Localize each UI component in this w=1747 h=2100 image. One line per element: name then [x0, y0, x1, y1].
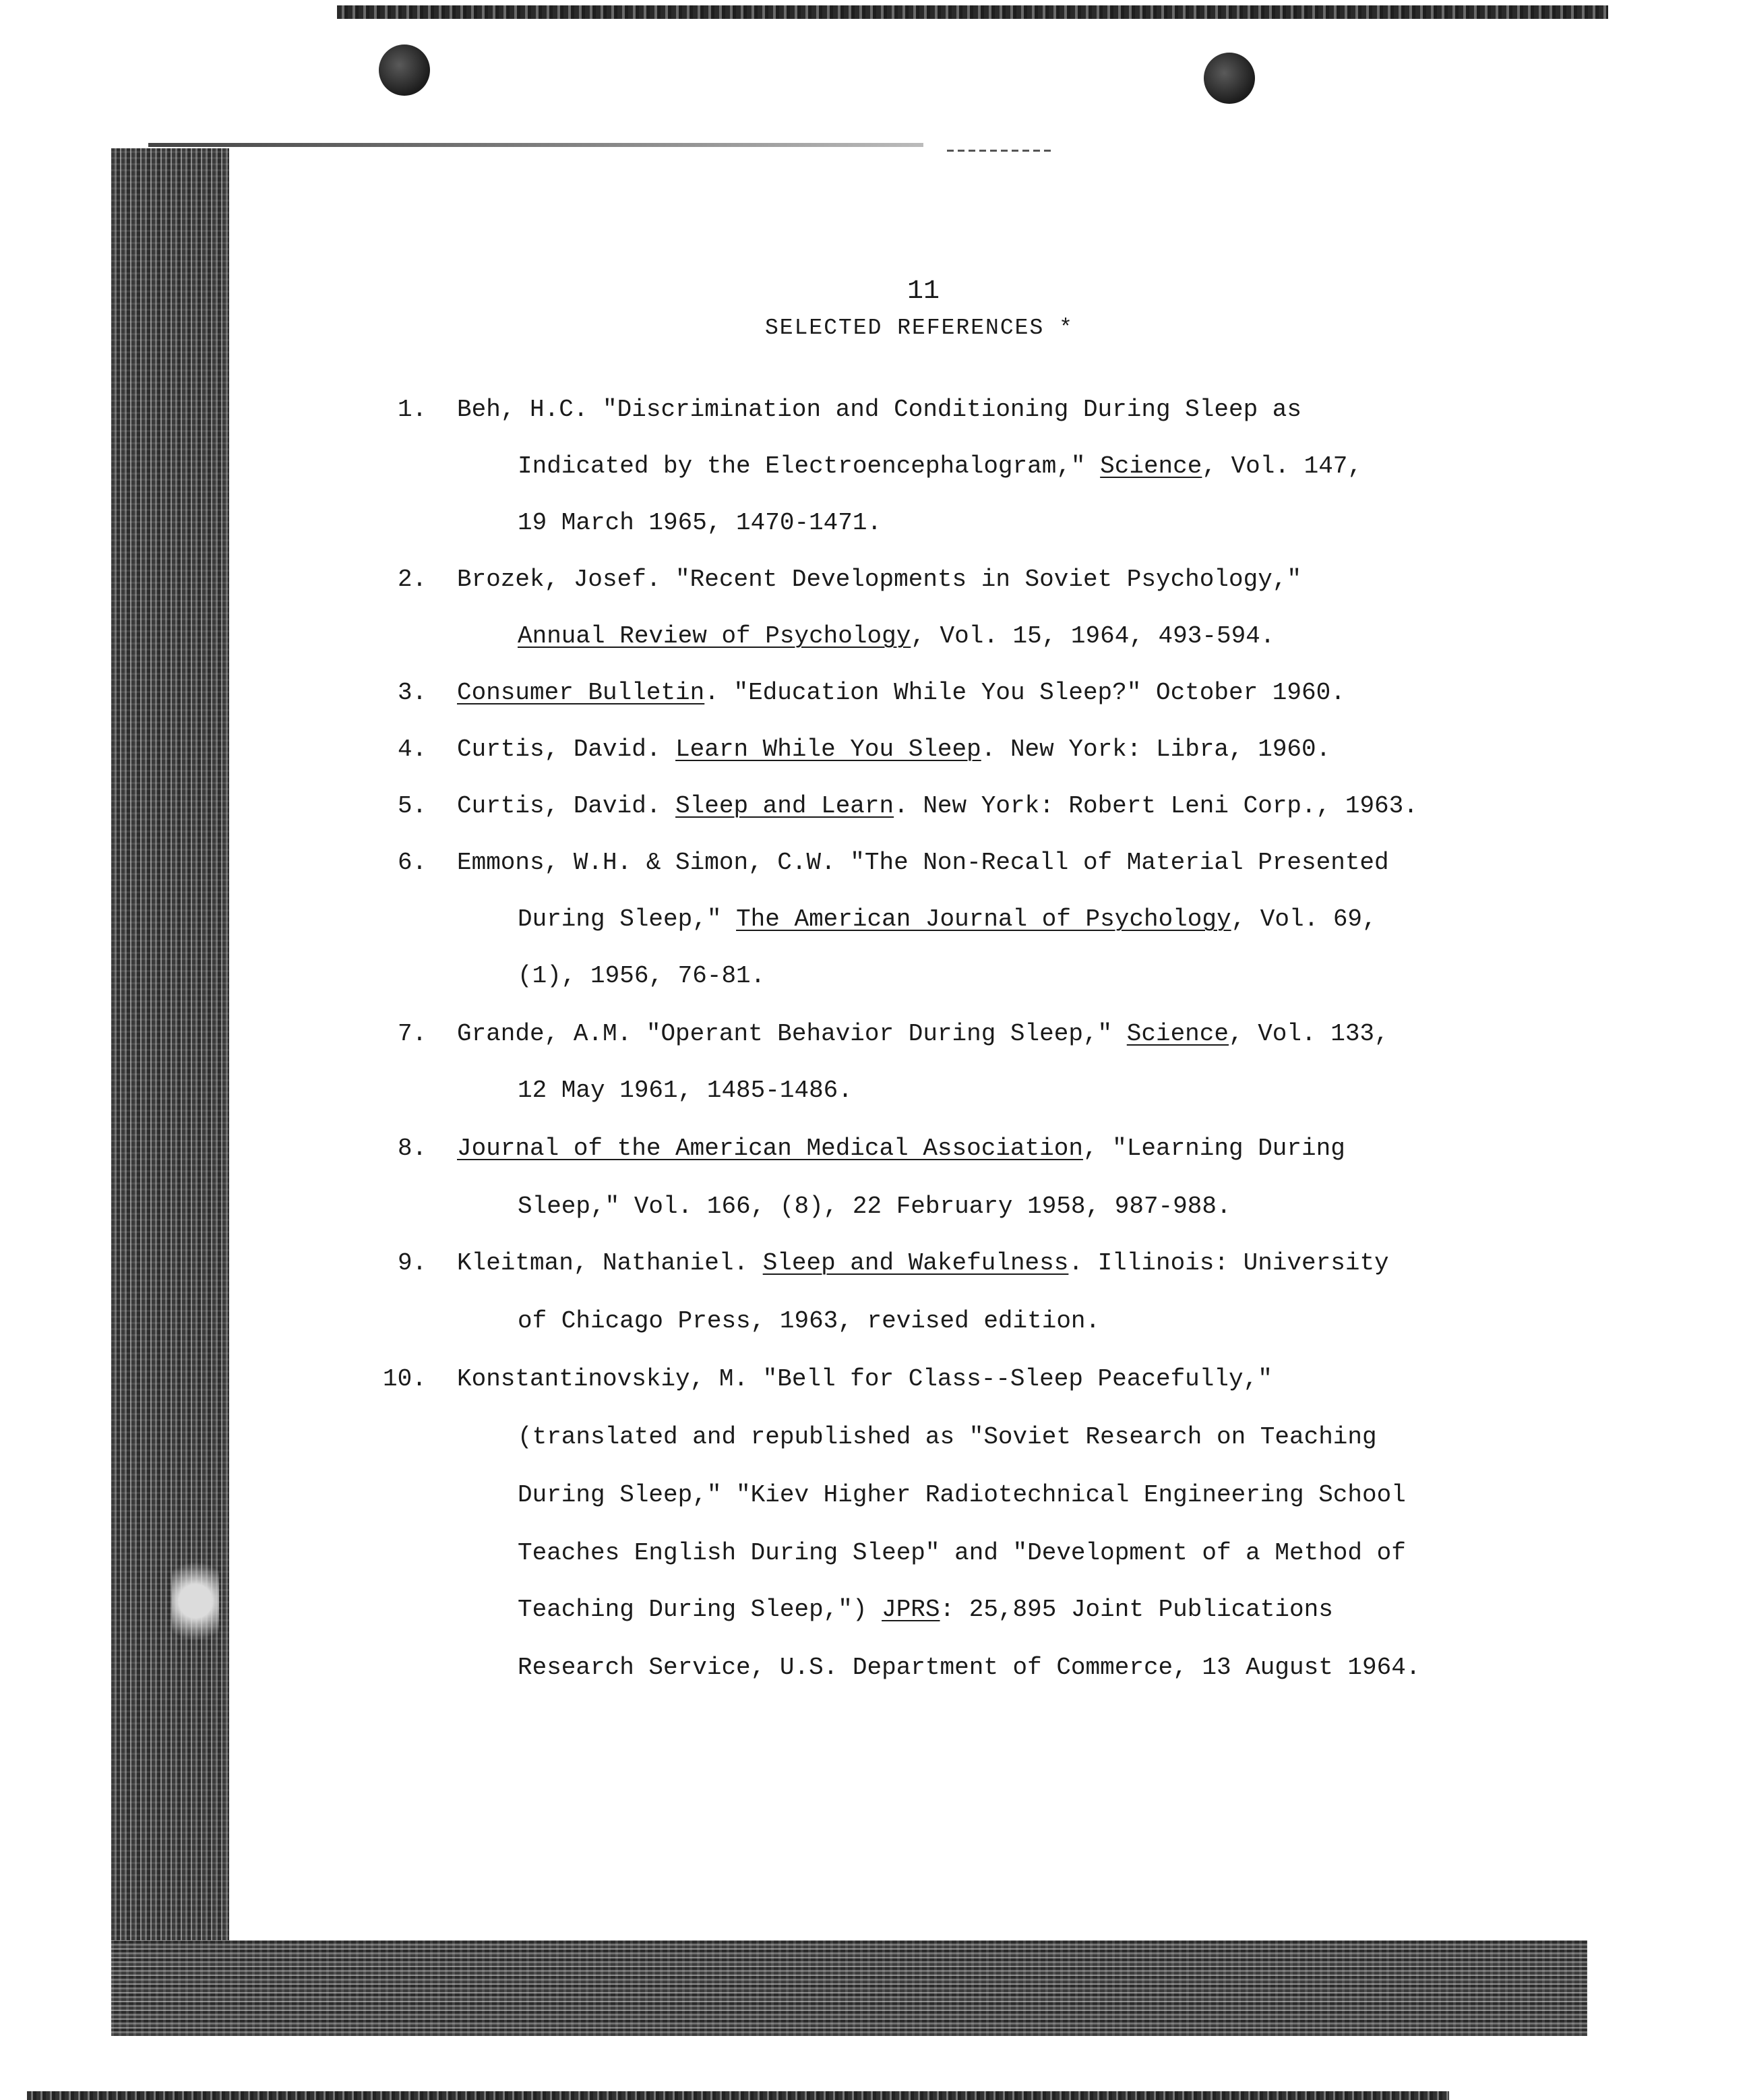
reference-line	[518, 453, 1362, 480]
reference-text: Teaches English During Sleep" and "Development of a Method of	[518, 1539, 1406, 1567]
reference-line	[518, 1482, 1406, 1509]
reference-text: Grande, A.M. "Operant Behavior During Sleep,"	[457, 1020, 1127, 1048]
reference-line	[457, 736, 1330, 763]
reference-line	[518, 1077, 853, 1104]
reference-text: Kleitman, Nathaniel.	[457, 1249, 763, 1277]
reference-line	[518, 1193, 1231, 1220]
reference-text: , Vol. 15, 1964, 493-594.	[911, 622, 1275, 650]
reference-number: 4.	[398, 736, 427, 763]
page-number: 11	[907, 276, 940, 307]
reference-text: 12 May 1961, 1485-1486.	[518, 1077, 853, 1104]
underlined-title: Sleep and Wakefulness	[762, 1249, 1069, 1277]
reference-line	[457, 396, 1301, 423]
reference-line	[518, 1654, 1420, 1681]
reference-number: 8.	[398, 1135, 427, 1162]
underlined-title: Annual Review of Psychology	[518, 622, 911, 650]
reference-number: 5.	[398, 792, 427, 820]
reference-line	[518, 1308, 1100, 1335]
underlined-title: Sleep and Learn	[675, 792, 894, 820]
reference-text: . "Education While You Sleep?" October 1960.	[704, 679, 1345, 707]
reference-text: Indicated by the Electroencephalogram,"	[518, 452, 1101, 480]
reference-text: , Vol. 69,	[1231, 905, 1377, 933]
reference-number: 2.	[398, 566, 427, 593]
reference-text: During Sleep,"	[518, 905, 737, 933]
reference-line	[518, 963, 765, 990]
underlined-title: JPRS	[882, 1596, 940, 1623]
reference-line	[457, 793, 1418, 820]
reference-text: Research Service, U.S. Department of Commerce, 13 August 1964.	[518, 1654, 1421, 1681]
reference-text: (translated and republished as "Soviet Research on Teaching	[518, 1423, 1377, 1451]
reference-text: Curtis, David.	[457, 792, 676, 820]
reference-text: Brozek, Josef. "Recent Developments in Soviet Psychology,"	[457, 566, 1302, 593]
underlined-title: Consumer Bulletin	[457, 679, 705, 707]
reference-text: , Vol. 133,	[1229, 1020, 1389, 1048]
reference-text: of Chicago Press, 1963, revised edition.	[518, 1307, 1101, 1335]
reference-text: Teaching During Sleep,")	[518, 1596, 882, 1623]
reference-line	[518, 906, 1377, 933]
reference-text: Sleep," Vol. 166, (8), 22 February 1958, 987-988.	[518, 1193, 1231, 1220]
reference-line	[457, 1366, 1273, 1393]
reference-line	[457, 1135, 1345, 1162]
reference-text: . New York: Robert Leni Corp., 1963.	[894, 792, 1418, 820]
reference-number: 10.	[383, 1365, 427, 1393]
reference-line	[518, 1424, 1377, 1451]
reference-number: 6.	[398, 849, 427, 876]
underlined-title: Science	[1100, 452, 1202, 480]
reference-line	[518, 1540, 1406, 1567]
reference-line	[518, 510, 882, 537]
underlined-title: Journal of the American Medical Association	[457, 1135, 1083, 1162]
reference-text: 19 March 1965, 1470-1471.	[518, 509, 882, 537]
reference-line	[457, 1250, 1389, 1277]
reference-line	[518, 623, 1275, 650]
reference-text: Curtis, David.	[457, 736, 676, 763]
reference-text: During Sleep," "Kiev Higher Radiotechnical Engineering School	[518, 1481, 1406, 1509]
reference-text: (1), 1956, 76-81.	[518, 962, 766, 990]
reference-line	[457, 680, 1345, 707]
reference-number: 7.	[398, 1020, 427, 1048]
reference-number: 9.	[398, 1249, 427, 1277]
underlined-title: The American Journal of Psychology	[736, 905, 1231, 933]
reference-line	[457, 1021, 1389, 1048]
page-title: SELECTED REFERENCES *	[765, 316, 1074, 340]
reference-text: . Illinois: University	[1068, 1249, 1389, 1277]
reference-text: : 25,895 Joint Publications	[940, 1596, 1333, 1623]
reference-line	[518, 1596, 1333, 1623]
reference-number: 3.	[398, 679, 427, 707]
reference-text: Emmons, W.H. & Simon, C.W. "The Non-Recall of Material Presented	[457, 849, 1389, 876]
reference-text: Beh, H.C. "Discrimination and Conditioning During Sleep as	[457, 396, 1302, 423]
reference-text: . New York: Libra, 1960.	[981, 736, 1331, 763]
reference-number: 1.	[398, 396, 427, 423]
reference-line	[457, 566, 1301, 593]
reference-text: , Vol. 147,	[1202, 452, 1363, 480]
reference-line	[457, 849, 1389, 876]
underlined-title: Science	[1126, 1020, 1229, 1048]
reference-text: , "Learning During	[1082, 1135, 1345, 1162]
reference-text: Konstantinovskiy, M. "Bell for Class--Sleep Peacefully,"	[457, 1365, 1273, 1393]
underlined-title: Learn While You Sleep	[675, 736, 981, 763]
